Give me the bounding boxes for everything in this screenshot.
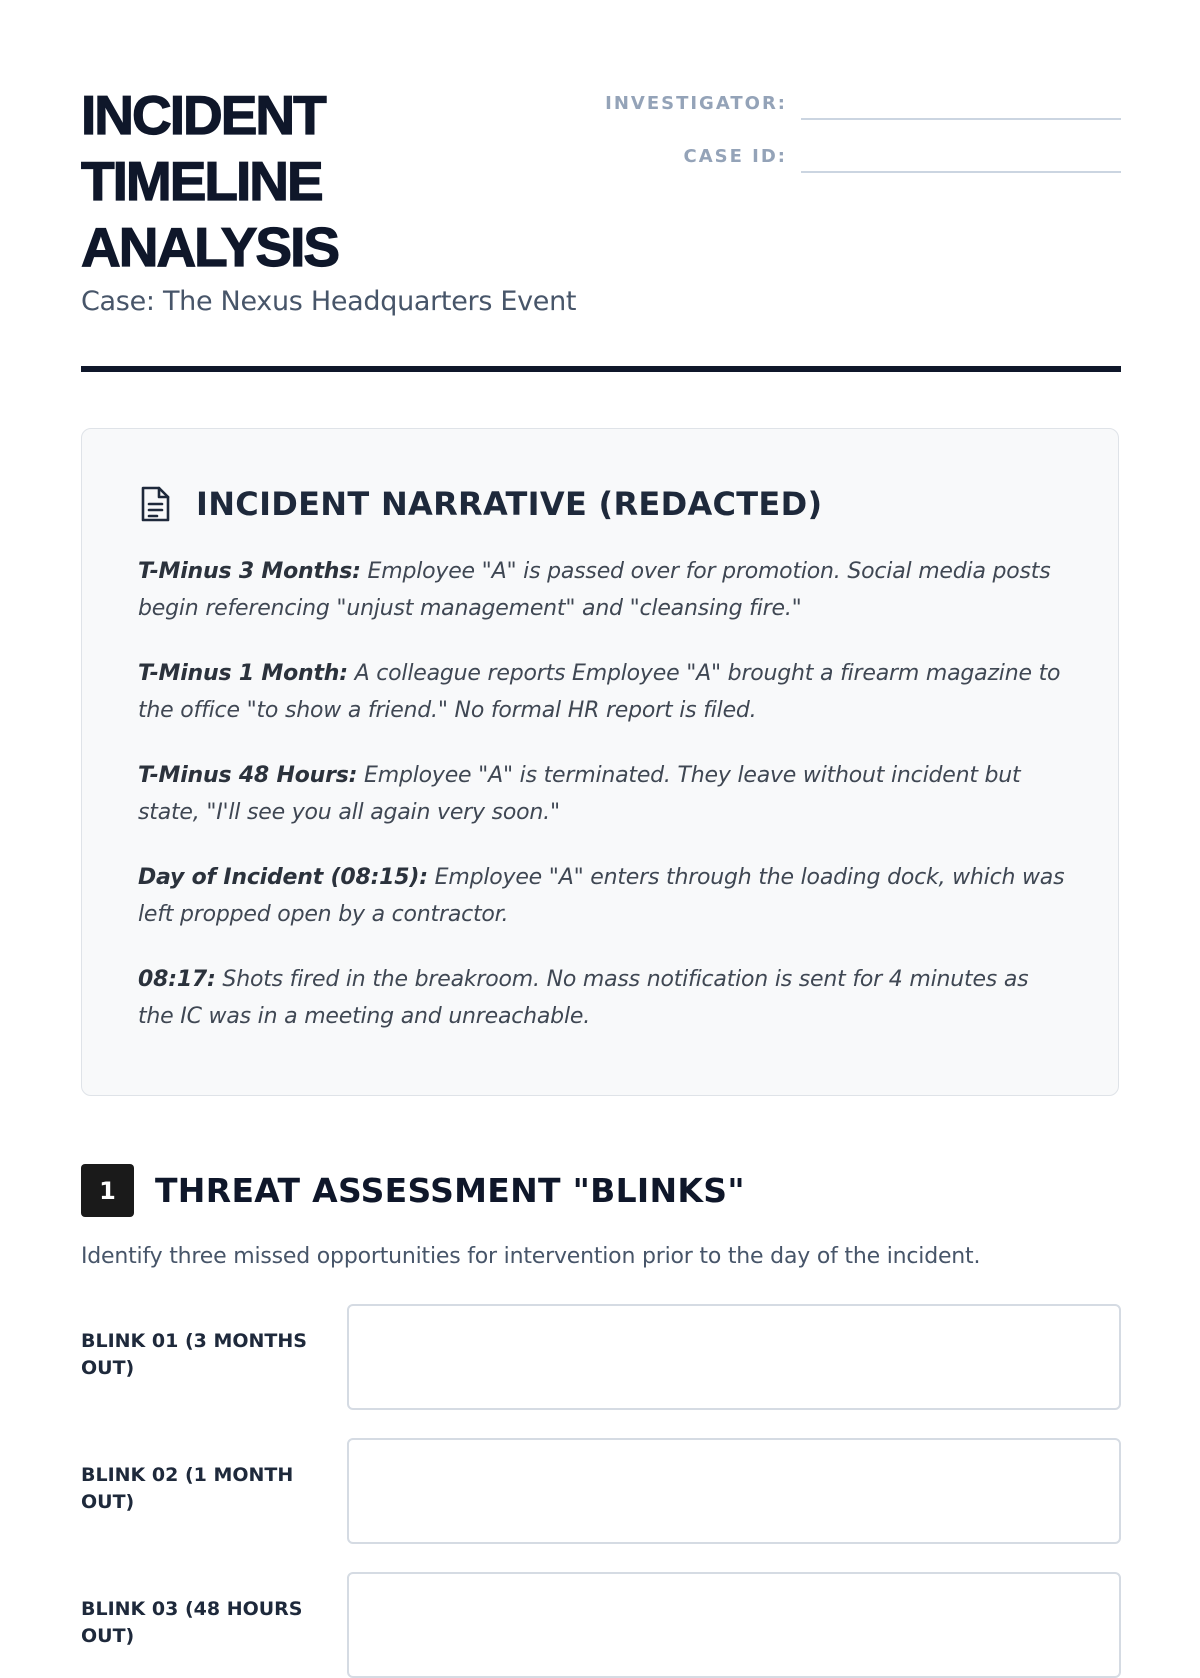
header-divider — [81, 366, 1121, 372]
narrative-entry — [138, 961, 1066, 1035]
worksheet-page — [81, 0, 1121, 1647]
case-id-label: CASE ID: — [683, 146, 787, 167]
blink-01-row — [81, 1304, 1121, 1410]
entry-label: T-Minus 3 Months: — [138, 559, 361, 584]
investigator-row — [601, 84, 1121, 120]
title-line-2: TIMELINE — [81, 150, 322, 212]
case-meta — [601, 84, 1121, 190]
page-title — [81, 82, 338, 280]
narrative-entry — [138, 655, 1066, 729]
entry-text: Shots fired in the breakroom. No mass notification is sent for 4 minutes as the IC was in a meeting and unreachable. — [138, 967, 1029, 1029]
title-line-3: ANALYSIS — [81, 216, 339, 278]
entry-text: A colleague reports Employee "A" brought a firearm magazine to the office "to show a friend." No formal HR report is filed. — [138, 661, 1061, 723]
section-title: THREAT ASSESSMENT "BLINKS" — [155, 1171, 745, 1210]
blink-03-row — [81, 1572, 1121, 1678]
narrative-entry — [138, 859, 1066, 933]
investigator-field[interactable] — [801, 82, 1121, 120]
blink-02-input[interactable] — [347, 1438, 1121, 1544]
entry-text: Employee "A" is passed over for promotion. Social media posts begin referencing "unjust management" and "cleansing fire." — [138, 559, 1051, 621]
blink-02-label: BLINK 02 (1 MONTH OUT) — [81, 1464, 294, 1513]
case-subtitle: Case: The Nexus Headquarters Event — [81, 286, 577, 317]
entry-label: 08:17: — [138, 967, 216, 992]
entry-label: T-Minus 1 Month: — [138, 661, 348, 686]
narrative-heading — [138, 485, 1066, 523]
header — [81, 0, 1121, 372]
blink-01-label: BLINK 01 (3 MONTHS OUT) — [81, 1330, 307, 1379]
blink-03-label: BLINK 03 (48 HOURS OUT) — [81, 1598, 303, 1647]
entry-label: Day of Incident (08:15): — [138, 865, 428, 890]
blink-01-input[interactable] — [347, 1304, 1121, 1410]
investigator-label: INVESTIGATOR: — [605, 93, 787, 114]
title-line-1: INCIDENT — [81, 84, 325, 146]
document-icon — [138, 485, 172, 523]
narrative-title: INCIDENT NARRATIVE (REDACTED) — [196, 485, 823, 523]
entry-label: T-Minus 48 Hours: — [138, 763, 358, 788]
blink-03-input[interactable] — [347, 1572, 1121, 1678]
section-number-badge: 1 — [81, 1164, 134, 1217]
narrative-entry — [138, 553, 1066, 627]
section-1-heading — [81, 1164, 745, 1217]
entry-text: Employee "A" is terminated. They leave without incident but state, "I'll see you all again very soon." — [138, 763, 1021, 825]
case-id-field[interactable] — [801, 135, 1121, 173]
narrative-entry — [138, 757, 1066, 831]
section-description: Identify three missed opportunities for intervention prior to the day of the incident. — [81, 1244, 981, 1269]
case-id-row — [601, 137, 1121, 173]
blink-02-row — [81, 1438, 1121, 1544]
entry-text: Employee "A" enters through the loading dock, which was left propped open by a contractor. — [138, 865, 1065, 927]
incident-narrative-panel — [81, 428, 1119, 1096]
